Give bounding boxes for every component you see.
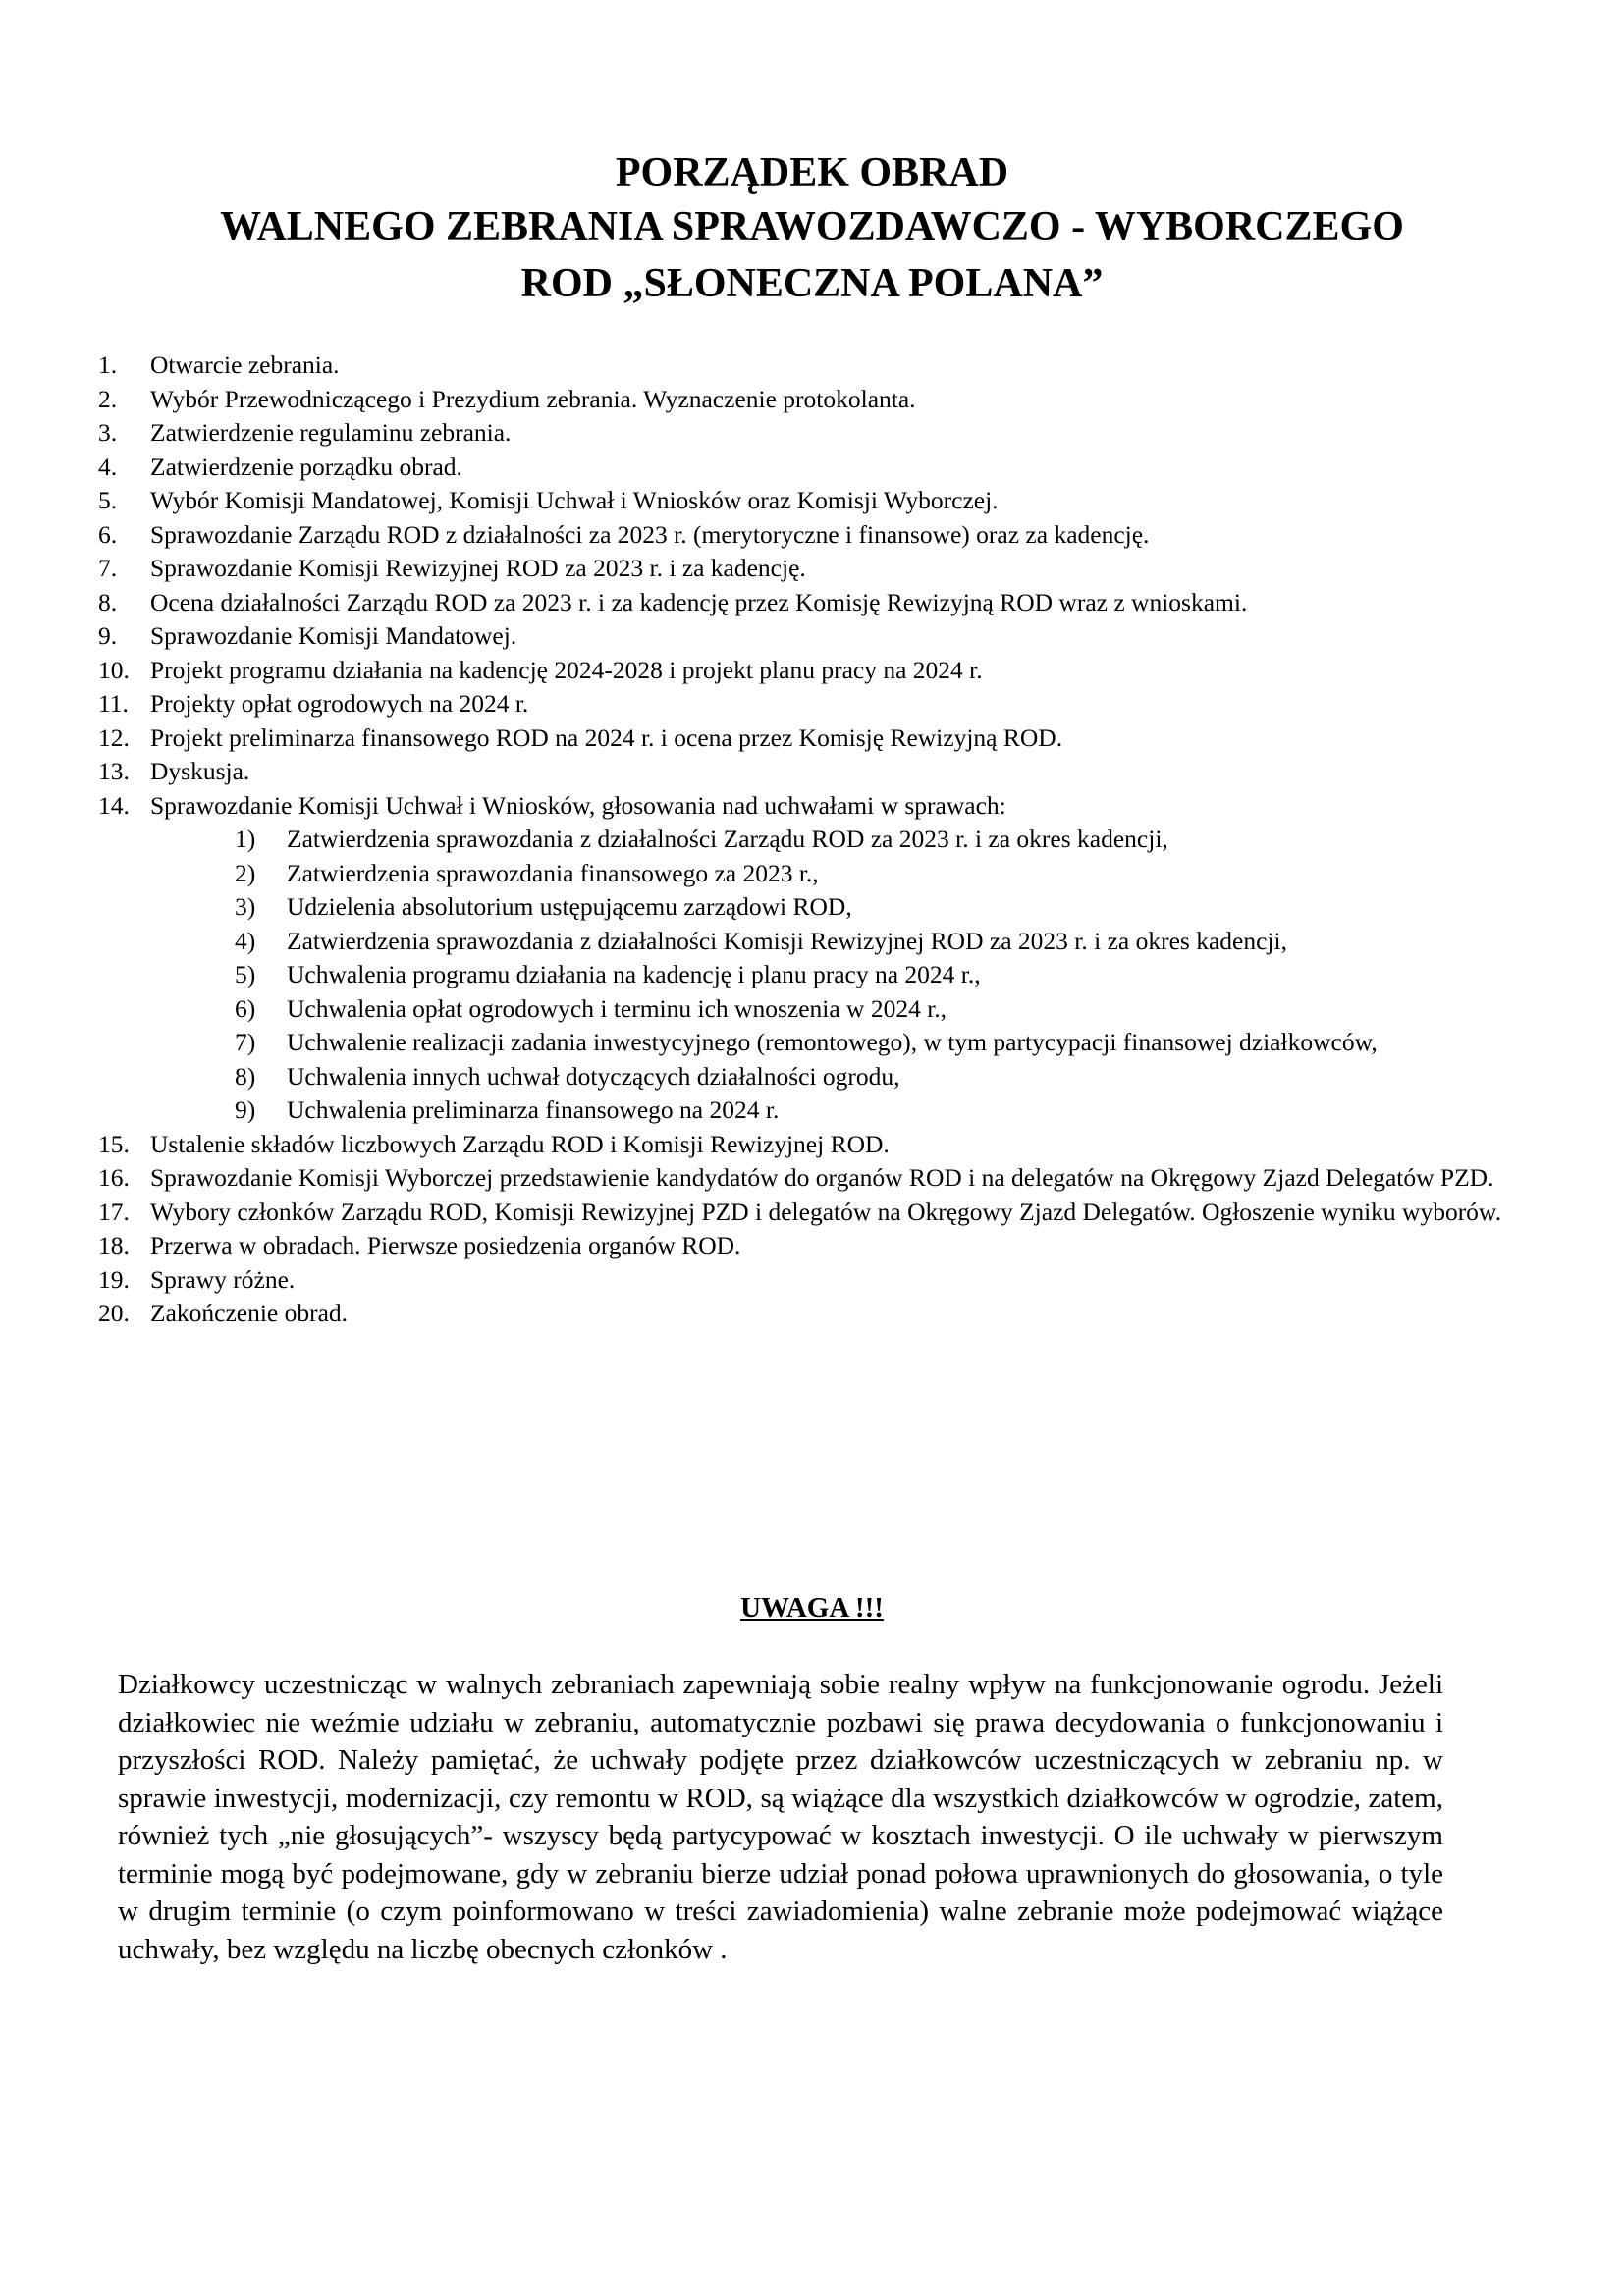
agenda-item-text: Ustalenie składów liczbowych Zarządu ROD i Komisji Rewizyjnej ROD. <box>150 1129 890 1158</box>
agenda-item <box>98 755 1542 789</box>
agenda-subitem <box>235 958 1542 992</box>
agenda-item <box>98 586 1542 620</box>
agenda-item-number: 9. <box>98 621 118 650</box>
notice-heading: UWAGA !!! <box>740 1592 884 1624</box>
agenda-item-text: Zatwierdzenie regulaminu zebrania. <box>150 418 512 447</box>
agenda-item-number: 6. <box>98 519 118 549</box>
agenda-item-text: Zakończenie obrad. <box>150 1299 349 1327</box>
agenda-subitem-number: 2) <box>235 858 256 887</box>
agenda-item <box>98 1196 1542 1230</box>
agenda-subitem <box>235 1060 1542 1095</box>
agenda-item-text: Sprawy różne. <box>150 1264 296 1294</box>
agenda-item-number: 4. <box>98 452 118 481</box>
agenda-item-text: Dyskusja. <box>150 757 250 785</box>
agenda-item-number: 10. <box>98 655 130 684</box>
agenda-item-number: 15. <box>98 1129 130 1158</box>
agenda-item <box>98 484 1542 518</box>
agenda-item <box>98 654 1542 688</box>
agenda-item-number: 5. <box>98 486 118 514</box>
agenda-subitem-text: Udzielenia absolutorium ustępującemu zarządowi ROD, <box>287 892 852 921</box>
agenda-item-number: 19. <box>98 1264 130 1294</box>
agenda-item-text: Sprawozdanie Zarządu ROD z działalności za 2023 r. (merytoryczne i finansowe) oraz za kadencję. <box>150 519 1150 549</box>
agenda-item-text: Ocena działalności Zarządu ROD za 2023 r. i za kadencję przez Komisję Rewizyjną ROD wraz z wnioskami. <box>150 587 1248 616</box>
agenda-item <box>98 1128 1542 1162</box>
agenda-item <box>98 416 1542 451</box>
agenda-subitem <box>235 890 1542 925</box>
agenda-item-number: 11. <box>98 689 129 718</box>
agenda-item <box>98 518 1542 553</box>
agenda-item-text: Zatwierdzenie porządku obrad. <box>150 452 462 481</box>
agenda-item-text: Sprawozdanie Komisji Rewizyjnej ROD za 2023 r. i za kadencję. <box>150 554 806 582</box>
agenda-subitem <box>235 857 1542 891</box>
agenda-subitem <box>235 1026 1542 1060</box>
agenda-item-number: 1. <box>98 350 118 379</box>
agenda-subitem-text: Uchwalenia innych uchwał dotyczących działalności ogrodu, <box>287 1061 900 1091</box>
agenda-subitem-number: 5) <box>235 960 256 988</box>
agenda-item <box>98 348 1542 383</box>
agenda-item <box>98 1263 1542 1298</box>
agenda-item-text: Przerwa w obradach. Pierwsze posiedzenia organów ROD. <box>150 1231 741 1259</box>
agenda-item-text: Wybory członków Zarządu ROD, Komisji Rewizyjnej PZD i delegatów na Okręgowy Zjazd Delegatów. Ogłoszenie wyniku wyborów. <box>150 1197 1502 1226</box>
agenda-item-number: 8. <box>98 587 118 616</box>
agenda-subitem-number: 9) <box>235 1095 256 1124</box>
title-line-3: ROD „SŁONECZNA POLANA” <box>520 261 1104 306</box>
agenda-subitem-number: 3) <box>235 892 256 921</box>
agenda-item-number: 16. <box>98 1163 130 1192</box>
agenda-item <box>98 789 1542 1128</box>
agenda-subitem-text: Uchwalenie realizacji zadania inwestycyjnego (remontowego), w tym partycypacji finansowej działkowców, <box>287 1028 1378 1056</box>
agenda-item-number: 20. <box>98 1299 130 1327</box>
agenda-subitem-number: 6) <box>235 993 256 1023</box>
agenda-item-number: 13. <box>98 757 130 785</box>
title-line-1: PORZĄDEK OBRAD <box>615 150 1009 195</box>
title-line-2: WALNEGO ZEBRANIA SPRAWOZDAWCZO - WYBORCZEGO <box>220 204 1404 249</box>
agenda-subitem <box>235 992 1542 1027</box>
agenda-item-text: Sprawozdanie Komisji Mandatowej. <box>150 621 517 650</box>
agenda-subitem-number: 4) <box>235 926 256 955</box>
agenda-item-number: 7. <box>98 554 118 582</box>
agenda-subitem <box>235 1094 1542 1128</box>
agenda-subitem-number: 8) <box>235 1061 256 1091</box>
agenda-subitem-text: Zatwierdzenia sprawozdania z działalności Komisji Rewizyjnej ROD za 2023 r. i za okres kadencji, <box>287 926 1287 955</box>
agenda-item-number: 17. <box>98 1197 130 1226</box>
agenda-subitem-text: Zatwierdzenia sprawozdania finansowego za 2023 r., <box>287 858 819 887</box>
agenda-item-number: 12. <box>98 722 130 752</box>
agenda-item <box>98 552 1542 586</box>
agenda-item-number: 2. <box>98 384 118 413</box>
agenda-item <box>98 721 1542 756</box>
agenda-item-text: Projekty opłat ogrodowych na 2024 r. <box>150 689 529 718</box>
agenda-subitem-text: Zatwierdzenia sprawozdania z działalności Zarządu ROD za 2023 r. i za okres kadencji, <box>287 825 1168 853</box>
agenda-item-text: Sprawozdanie Komisji Wyborczej przedstawienie kandydatów do organów ROD i na delegatów na Okręgowy Zjazd Delegatów PZD. <box>150 1163 1494 1192</box>
agenda-item-text: Wybór Przewodniczącego i Prezydium zebrania. Wyznaczenie protokolanta. <box>150 384 916 413</box>
agenda-item <box>98 383 1542 417</box>
agenda-subitem-number: 1) <box>235 825 256 853</box>
agenda-item-text: Otwarcie zebrania. <box>150 350 340 379</box>
agenda-item <box>98 1161 1542 1196</box>
agenda-item-text: Wybór Komisji Mandatowej, Komisji Uchwał i Wniosków oraz Komisji Wyborczej. <box>150 486 999 514</box>
agenda-item <box>98 1229 1542 1263</box>
agenda-item-number: 18. <box>98 1231 130 1259</box>
agenda-subitem-number: 7) <box>235 1028 256 1056</box>
agenda-item-number: 14. <box>98 790 130 820</box>
agenda-item-text: Sprawozdanie Komisji Uchwał i Wniosków, głosowania nad uchwałami w sprawach: <box>150 790 1006 820</box>
agenda-subitem <box>235 823 1542 857</box>
notice-paragraph: Działkowcy uczestnicząc w walnych zebraniach zapewniają sobie realny wpływ na funkcjonowanie ogrodu. Jeżeli działkowiec nie weźmie udziału w zebraniu, automatycznie pozbawi się prawa decydowania o funkcjonowaniu i przyszłości ROD. Należy pamiętać, że uchwały podjęte przez działkowców uczestniczących w zebraniu np. w sprawie inwestycji, modernizacji, czy remontu w ROD, są wiążące dla wszystkich działkowców w ogrodzie, zatem, również tych „nie głosujących”- wszyscy będą partycypować w kosztach inwestycji. O ile uchwały w pierwszym terminie mogą być podejmowane, gdy w zebraniu bierze udział ponad połowa uprawnionych do głosowania, o tyle w drugim terminie (o czym poinformowano w treści zawiadomienia) walne zebranie może podejmować wiążące uchwały, bez względu na liczbę obecnych członków . <box>118 1669 1443 1965</box>
agenda-subitem-text: Uchwalenia preliminarza finansowego na 2024 r. <box>287 1095 780 1124</box>
agenda-subitem <box>235 925 1542 959</box>
agenda-item <box>98 687 1542 721</box>
agenda-item-number: 3. <box>98 418 118 447</box>
agenda-list <box>98 348 1542 1331</box>
agenda-subitem-text: Uchwalenia opłat ogrodowych i terminu ich wnoszenia w 2024 r., <box>287 993 947 1023</box>
agenda-item-text: Projekt programu działania na kadencję 2024-2028 i projekt planu pracy na 2024 r. <box>150 655 983 684</box>
agenda-item <box>98 1297 1542 1331</box>
agenda-item <box>98 619 1542 654</box>
agenda-item <box>98 451 1542 485</box>
agenda-subitem-text: Uchwalenia programu działania na kadencję i planu pracy na 2024 r., <box>287 960 981 988</box>
agenda-item-text: Projekt preliminarza finansowego ROD na 2024 r. i ocena przez Komisję Rewizyjną ROD. <box>150 722 1063 752</box>
agenda-sublist <box>150 823 1542 1128</box>
